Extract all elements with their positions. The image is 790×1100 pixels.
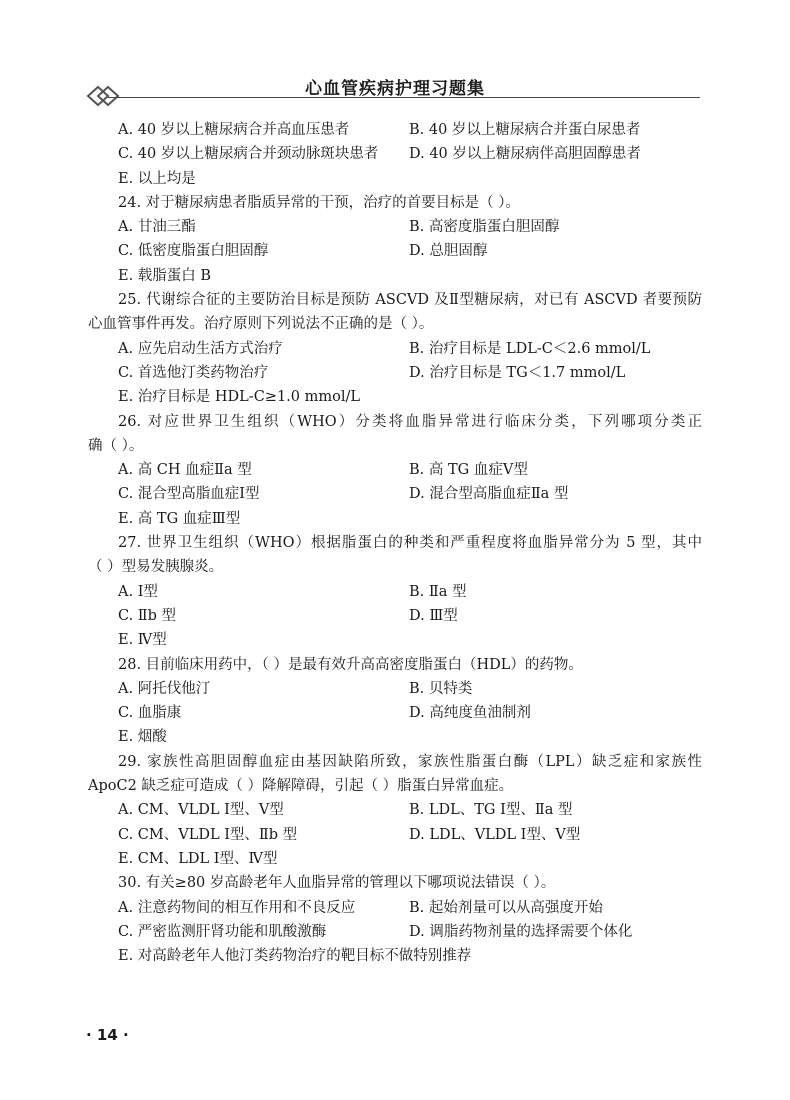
- option-e: E. 载脂蛋白 B: [118, 267, 212, 284]
- question-25-options-ab: [88, 337, 702, 361]
- question-26-stem: 26. 对应世界卫生组织（WHO）分类将血脂异常进行临床分类，下列哪项分类正: [118, 413, 702, 430]
- option-d: D. LDL、VLDL Ⅰ型、Ⅴ型: [409, 826, 581, 843]
- question-29-stem: 29. 家族性高胆固醇血症由基因缺陷所致，家族性脂蛋白酶（LPL）缺乏症和家族性: [118, 753, 702, 770]
- option-d: D. Ⅲ型: [409, 607, 458, 624]
- question-29-stem-cont: ApoC2 缺乏症可造成（ ）降解障碍，引起（ ）脂蛋白异常血症。: [88, 778, 514, 795]
- option-b: B. 高 TG 血症Ⅴ型: [409, 462, 528, 479]
- question-25-options-cd: [88, 361, 702, 385]
- option-b: B. LDL、TG Ⅰ型、Ⅱa 型: [409, 802, 573, 819]
- option-c: C. 低密度脂蛋白胆固醇: [118, 243, 269, 260]
- question-25-stem-cont: 心血管事件再发。治疗原则下列说法不正确的是（ ）。: [88, 316, 434, 333]
- option-a: A. 应先启动生活方式治疗: [118, 340, 283, 357]
- option-b: B. Ⅱa 型: [409, 583, 467, 600]
- question-30-options-ab: [88, 896, 702, 920]
- question-28-stem: 28. 目前临床用药中，（ ）是最有效升高高密度脂蛋白（HDL）的药物。: [118, 656, 583, 673]
- option-b: B. 40 岁以上糖尿病合并蛋白尿患者: [409, 122, 641, 138]
- option-b: B. 治疗目标是 LDL-C＜2.6 mmol/L: [409, 340, 651, 357]
- question-29-options-ab: [88, 798, 702, 822]
- option-e: E. 高 TG 血症Ⅲ型: [118, 510, 241, 527]
- option-e: E. CM、LDL Ⅰ型、Ⅳ型: [118, 850, 278, 867]
- option-c: C. 严密监测肝肾功能和肌酸激酶: [118, 923, 327, 940]
- option-b: B. 高密度脂蛋白胆固醇: [409, 219, 560, 236]
- option-d: D. 40 岁以上糖尿病伴高胆固醇患者: [409, 146, 641, 163]
- option-d: D. 治疗目标是 TG＜1.7 mmol/L: [409, 364, 626, 381]
- question-27-options-ab: [88, 580, 702, 604]
- question-28-options-ab: [88, 677, 702, 701]
- option-d: D. 高纯度鱼油制剂: [409, 705, 531, 722]
- question-24-options-ab: [88, 215, 702, 239]
- option-a: A. 甘油三酯: [118, 219, 196, 236]
- option-c: C. Ⅱb 型: [118, 607, 177, 624]
- option-c: C. CM、VLDL Ⅰ型、Ⅱb 型: [118, 826, 298, 843]
- question-28-options-cd: [88, 701, 702, 725]
- question-30-options-cd: [88, 920, 702, 944]
- question-29-options-cd: [88, 823, 702, 847]
- option-e: E. 治疗目标是 HDL-C≥1.0 mmol/L: [118, 389, 361, 406]
- option-c: C. 混合型高脂血症Ⅰ型: [118, 486, 260, 503]
- question-30-stem: 30. 有关≥80 岁高龄老年人血脂异常的管理以下哪项说法错误（ ）。: [118, 875, 556, 892]
- question-25-stem: 25. 代谢综合征的主要防治目标是预防 ASCVD 及Ⅱ型糖尿病，对已有 ASCVD 者要预防: [118, 292, 702, 309]
- option-d: D. 调脂药物剂量的选择需要个体化: [409, 923, 633, 940]
- question-26-stem-cont: 确（ ）。: [88, 437, 144, 454]
- option-e: E. Ⅳ型: [118, 632, 167, 649]
- header-rule: [108, 97, 700, 98]
- question-23-options-ab: [88, 118, 702, 142]
- option-a: A. Ⅰ型: [118, 583, 158, 600]
- option-a: A. 40 岁以上糖尿病合并高血压患者: [118, 122, 350, 138]
- page-number: · 14 ·: [86, 1026, 129, 1044]
- option-a: A. 高 CH 血症Ⅱa 型: [118, 462, 252, 479]
- question-list: [88, 118, 702, 968]
- question-23-options-cd: [88, 142, 702, 166]
- option-b: B. 起始剂量可以从高强度开始: [409, 899, 603, 916]
- running-header-title: 心血管疾病护理习题集: [305, 79, 485, 99]
- question-27-stem-cont: （ ）型易发胰腺炎。: [88, 559, 224, 576]
- option-c: C. 首选他汀类药物治疗: [118, 364, 269, 381]
- option-e: E. 以上均是: [118, 170, 196, 187]
- question-26-options-cd: [88, 482, 702, 506]
- option-b: B. 贝特类: [409, 680, 473, 697]
- option-e: E. 烟酸: [118, 729, 167, 746]
- question-27-stem: 27. 世界卫生组织（WHO）根据脂蛋白的种类和严重程度将血脂异常分为 5 型，其中: [118, 535, 702, 552]
- option-c: C. 40 岁以上糖尿病合并颈动脉斑块患者: [118, 146, 379, 163]
- question-24-stem: 24. 对于糖尿病患者脂质异常的干预，治疗的首要目标是（ ）。: [118, 194, 521, 211]
- option-c: C. 血脂康: [118, 705, 182, 722]
- option-e: E. 对高龄老年人他汀类药物治疗的靶目标不做特别推荐: [118, 948, 472, 965]
- option-d: D. 总胆固醇: [409, 243, 488, 260]
- option-a: A. 注意药物间的相互作用和不良反应: [118, 899, 356, 916]
- option-a: A. CM、VLDL Ⅰ型、Ⅴ型: [118, 802, 284, 819]
- option-d: D. 混合型高脂血症Ⅱa 型: [409, 486, 569, 503]
- question-24-options-cd: [88, 239, 702, 263]
- option-a: A. 阿托伐他汀: [118, 680, 211, 697]
- question-27-options-cd: [88, 604, 702, 628]
- question-26-options-ab: [88, 458, 702, 482]
